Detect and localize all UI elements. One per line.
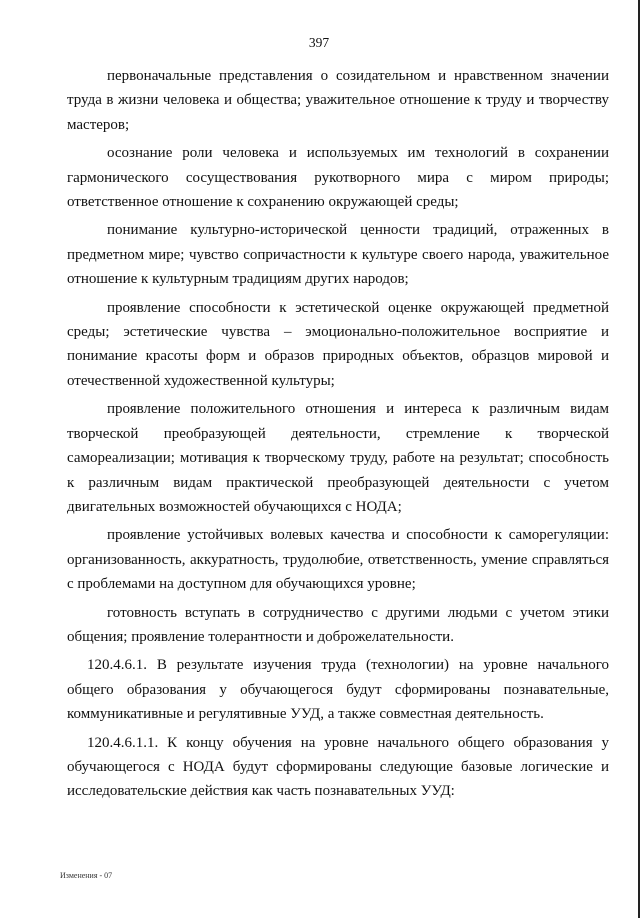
footer-revision-note: Изменения - 07	[60, 871, 113, 880]
paragraph-labor-values: первоначальные представления о созидательном и нравственном значении труда в жизни человека и общества; уважительное отношение к труду и творчеству мастеров;	[67, 68, 609, 133]
paragraph-aesthetic-assessment: проявление способности к эстетической оценке окружающей предметной среды; эстетические чувства – эмоционально-положительное восприятие и понимание красоты форм и образов природных объектов, образцов мировой и отечественной художественной культуры;	[67, 299, 609, 389]
paragraph-self-regulation: проявление устойчивых волевых качества и способности к саморегуляции: организованность, аккуратность, трудолюбие, ответственность, умение справляться с проблемами на доступном для обучающихся уровне;	[67, 527, 609, 593]
paragraph-cultural-traditions: понимание культурно-исторической ценности традиций, отраженных в предметном мире; чувство сопричастности к культуре своего народа, уважительное отношение к культурным традициям других народов;	[67, 222, 609, 288]
page-number: 397	[308, 35, 330, 50]
page-body	[67, 64, 609, 808]
paragraph-creative-activity: проявление положительного отношения и интереса к различным видам творческой преобразующей деятельности, стремление к творческой самореализации; мотивация к творческому труду, работе на результат; способность к различным видам практической преобразующей деятельности с учетом двигательных возможностей обучающихся с НОДА;	[67, 401, 609, 515]
paragraph-cooperation: готовность вступать в сотрудничество с другими людьми с учетом этики общения; проявление толерантности и доброжелательности.	[67, 604, 609, 645]
paragraph-role-of-human: осознание роли человека и используемых им технологий в сохранении гармонического сосуществования рукотворного мира с миром природы; ответственное отношение к сохранению окружающей среды;	[67, 145, 609, 211]
paragraph-section-120-4-6-1-1: 120.4.6.1.1. К концу обучения на уровне начального общего образования у обучающегося с НОДА будут сформированы следующие базовые логические и исследовательские действия как часть познавательных УУД:	[67, 734, 609, 800]
paragraph-section-120-4-6-1: 120.4.6.1. В результате изучения труда (технологии) на уровне начального общего образования у обучающегося будут сформированы познавательные, коммуникативные и регулятивные УУД, а также совместная деятельность.	[67, 657, 609, 723]
